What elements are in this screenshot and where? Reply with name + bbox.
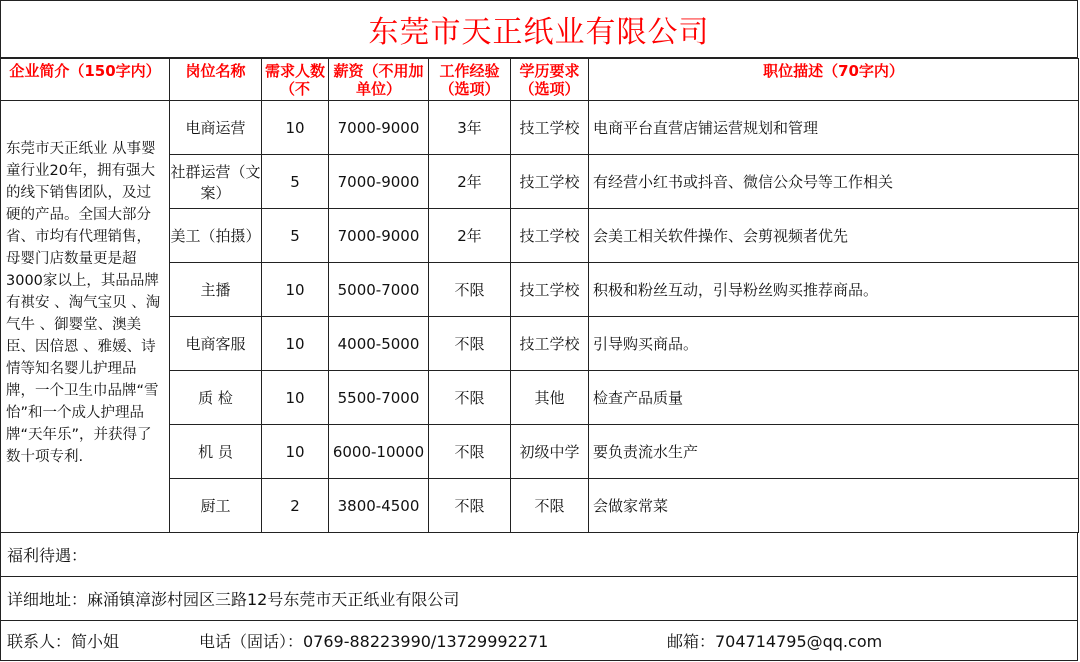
job-position: 厨工 [170, 479, 262, 533]
job-position: 美工（拍摄） [170, 209, 262, 263]
company-title: 东莞市天正纸业有限公司 [0, 0, 1078, 58]
job-description: 会做家常菜 [589, 479, 1079, 533]
job-description: 引导购买商品。 [589, 317, 1079, 371]
job-experience: 不限 [429, 371, 511, 425]
header-position: 岗位名称 [170, 59, 262, 101]
job-description: 有经营小红书或抖音、微信公众号等工作相关 [589, 155, 1079, 209]
header-row [1, 59, 1079, 101]
job-experience: 2年 [429, 155, 511, 209]
header-salary: 薪资（不用加单位） [329, 59, 429, 101]
job-description: 会美工相关软件操作、会剪视频者优先 [589, 209, 1079, 263]
job-count: 5 [262, 155, 329, 209]
job-position: 社群运营（文案） [170, 155, 262, 209]
contact-email: 邮箱：704714795@qq.com [667, 632, 883, 651]
job-experience: 不限 [429, 479, 511, 533]
job-education: 技工学校 [511, 155, 589, 209]
job-education: 技工学校 [511, 101, 589, 155]
job-salary: 7000-9000 [329, 155, 429, 209]
job-count: 10 [262, 101, 329, 155]
job-position: 电商运营 [170, 101, 262, 155]
job-salary: 6000-10000 [329, 425, 429, 479]
job-salary: 5500-7000 [329, 371, 429, 425]
job-count: 10 [262, 425, 329, 479]
header-description: 职位描述（70字内） [589, 59, 1079, 101]
job-salary: 5000-7000 [329, 263, 429, 317]
table-row [1, 101, 1079, 155]
job-salary: 7000-9000 [329, 209, 429, 263]
job-position: 主播 [170, 263, 262, 317]
contact-phone: 电话（固话）：0769-88223990/13729992271 [199, 632, 549, 651]
job-salary: 7000-9000 [329, 101, 429, 155]
company-intro: 东莞市天正纸业 从事婴童行业20年，拥有强大的线下销售团队，及过硬的产品。全国大部分省、市均有代理销售，母婴门店数量更是超3000家以上，其品品牌有褀安 、淘气宝贝 、淘气牛 、御婴堂、澳美臣、因倍恩 、雅媛、诗情等知名婴儿护理品牌，一个卫生巾品牌“雪怡”和一个成人护理品牌“天年乐”，并获得了数十项专利. [1, 101, 170, 533]
job-education: 技工学校 [511, 317, 589, 371]
job-education: 技工学校 [511, 263, 589, 317]
header-experience: 工作经验（选项） [429, 59, 511, 101]
job-count: 10 [262, 263, 329, 317]
job-position: 质 检 [170, 371, 262, 425]
job-description: 电商平台直营店铺运营规划和管理 [589, 101, 1079, 155]
address-text: 详细地址：麻涌镇漳澎村园区三路12号东莞市天正纸业有限公司 [7, 590, 460, 609]
job-count: 5 [262, 209, 329, 263]
job-education: 初级中学 [511, 425, 589, 479]
job-experience: 2年 [429, 209, 511, 263]
job-salary: 4000-5000 [329, 317, 429, 371]
job-description: 积极和粉丝互动，引导粉丝购买推荐商品。 [589, 263, 1079, 317]
job-experience: 不限 [429, 263, 511, 317]
address-row [0, 577, 1078, 621]
header-count: 需求人数（不 [262, 59, 329, 101]
header-education: 学历要求（选项） [511, 59, 589, 101]
header-intro: 企业简介（150字内） [1, 59, 170, 101]
contact-row [0, 621, 1078, 661]
job-education: 不限 [511, 479, 589, 533]
job-count: 10 [262, 371, 329, 425]
job-education: 其他 [511, 371, 589, 425]
job-count: 10 [262, 317, 329, 371]
benefits-label: 福利待遇： [7, 546, 88, 565]
job-experience: 3年 [429, 101, 511, 155]
job-experience: 不限 [429, 425, 511, 479]
benefits-row [0, 533, 1078, 577]
job-education: 技工学校 [511, 209, 589, 263]
contact-name: 联系人：简小姐 [7, 632, 120, 651]
job-description: 检查产品质量 [589, 371, 1079, 425]
job-position: 机 员 [170, 425, 262, 479]
job-experience: 不限 [429, 317, 511, 371]
job-salary: 3800-4500 [329, 479, 429, 533]
jobs-table [0, 58, 1079, 533]
job-count: 2 [262, 479, 329, 533]
job-description: 要负责流水生产 [589, 425, 1079, 479]
job-position: 电商客服 [170, 317, 262, 371]
